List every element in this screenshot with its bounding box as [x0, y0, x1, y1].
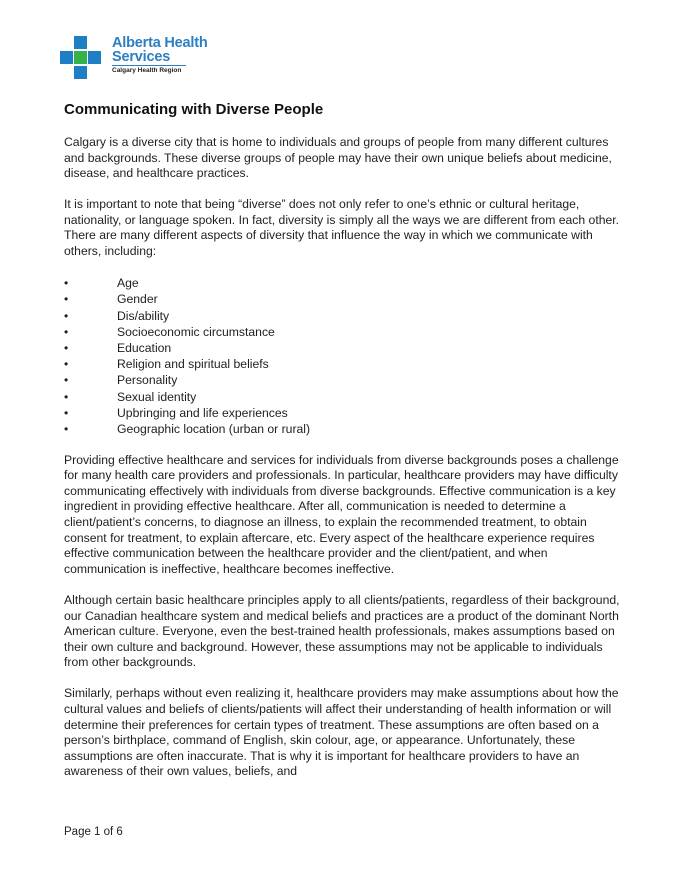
- list-item: [64, 275, 624, 291]
- diversity-paragraph: It is important to note that being “diverse” does not only refer to one’s ethnic or cultural heritage, nationality, or language spoken. In fact, diversity is simply all the ways we are different from each other. There are many different aspects of diversity that influence the way in which we communicate with others, including:: [64, 197, 620, 259]
- list-item: [64, 324, 624, 340]
- list-item: [64, 291, 624, 307]
- bullet-icon: •: [64, 324, 69, 339]
- list-item-label: Sexual identity: [117, 389, 197, 404]
- list-item-label: Dis/ability: [117, 308, 170, 323]
- list-item: [64, 356, 624, 372]
- list-item-label: Education: [117, 340, 172, 355]
- logo-wordmark: [112, 36, 208, 75]
- document-body: [64, 135, 624, 795]
- list-item: [64, 308, 624, 324]
- effective-healthcare-paragraph: Providing effective healthcare and services for individuals from diverse backgrounds poses a challenge for many health care providers and professionals. In particular, healthcare providers may have difficulty communicating effectively with individuals from diverse backgrounds. Effective communication is a key ingredient in providing effective healthcare. After all, communication is needed to determine a client/patient’s concerns, to diagnose an illness, to explain the recommended treatment, to obtain consent for treatment, to explain aftercare, etc. Every aspect of the healthcare experience requires effective communication between the healthcare provider and the client/patient, and when communication is ineffective, healthcare becomes ineffective.: [64, 452, 619, 576]
- bullet-icon: •: [64, 340, 69, 355]
- bullet-icon: •: [64, 308, 69, 323]
- intro-paragraph: Calgary is a diverse city that is home to individuals and groups of people from many different cultures and backgrounds. These diverse groups of people may have their own unique beliefs about medicine, disease, and healthcare practices.: [64, 135, 612, 181]
- list-item-label: Age: [117, 276, 139, 291]
- diversity-aspects-list: [64, 275, 624, 437]
- cultural-values-paragraph: Similarly, perhaps without even realizing it, healthcare providers may make assumptions about how the cultural values and beliefs of clients/patients will affect their understanding of health information or will determine their preferences for certain types of treatment. These assumptions are often based on a person’s birthplace, command of English, skin colour, age, or appearance. Unfortunately, these assumptions are often inaccurate. That is why it is important for healthcare providers to have an awareness of their own values, beliefs, and: [64, 686, 619, 779]
- region-name: Calgary Health Region: [112, 67, 182, 74]
- ahs-cross-icon: [60, 36, 108, 84]
- list-item-label: Socioeconomic circumstance: [117, 324, 275, 339]
- bullet-icon: •: [64, 292, 69, 307]
- bullet-icon: •: [64, 373, 69, 388]
- list-item: [64, 421, 624, 437]
- bullet-icon: •: [64, 405, 69, 420]
- list-item-label: Gender: [117, 292, 158, 307]
- list-item-label: Personality: [117, 373, 178, 388]
- assumptions-paragraph: Although certain basic healthcare principles apply to all clients/patients, regardless of their background, our Canadian healthcare system and medical beliefs and practices are a product of the dominant North American culture. Everyone, even the best-trained health professionals, makes assumptions based on their own culture and background. However, these assumptions may not be applicable to individuals from other backgrounds.: [64, 592, 620, 670]
- bullet-icon: •: [64, 389, 69, 404]
- alberta-health-services-logo: [60, 36, 210, 84]
- list-item: [64, 405, 624, 421]
- list-item-label: Religion and spiritual beliefs: [117, 357, 269, 372]
- list-item: [64, 389, 624, 405]
- page-number: Page 1 of 6: [64, 826, 123, 838]
- list-item: [64, 372, 624, 388]
- list-item-label: Upbringing and life experiences: [117, 405, 288, 420]
- list-item: [64, 340, 624, 356]
- org-name-line2: Services: [112, 49, 171, 65]
- bullet-icon: •: [64, 276, 69, 291]
- bullet-icon: •: [64, 357, 69, 372]
- list-item-label: Geographic location (urban or rural): [117, 421, 311, 436]
- document-title: Communicating with Diverse People: [64, 101, 324, 118]
- bullet-icon: •: [64, 421, 69, 436]
- org-name-line1: Alberta Health: [112, 35, 208, 51]
